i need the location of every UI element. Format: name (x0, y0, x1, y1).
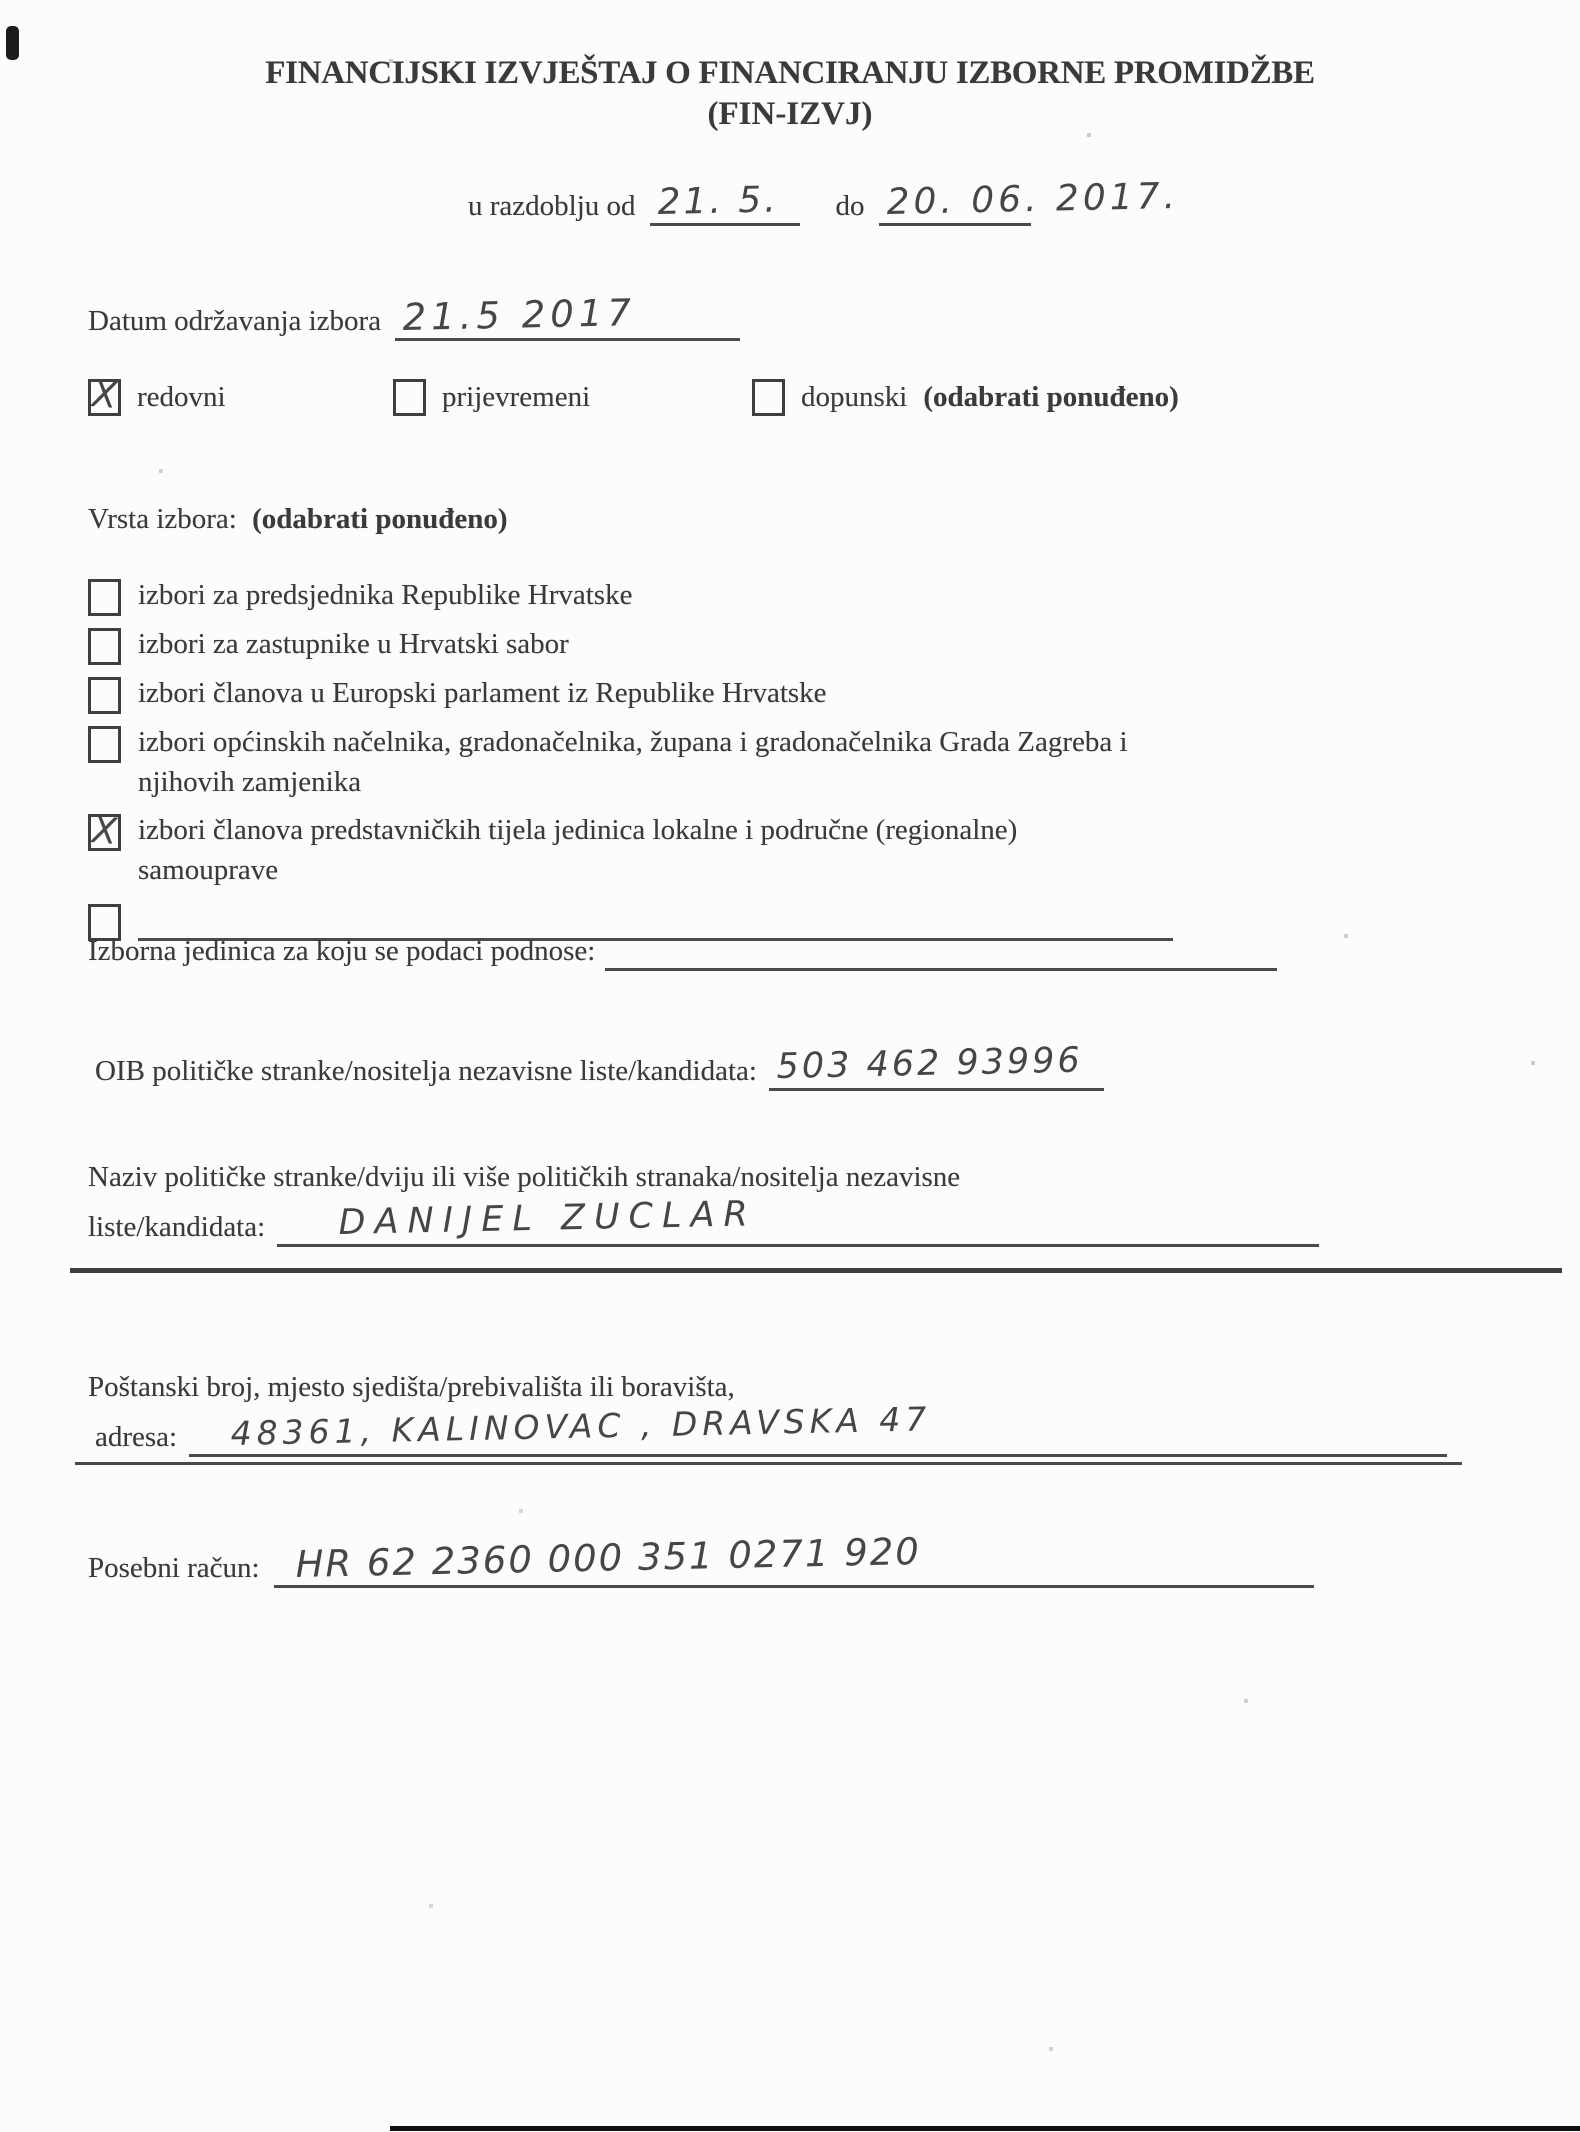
option-dopunski (752, 378, 1179, 417)
checkbox-sabor (88, 628, 121, 665)
period-prefix-label: u razdoblju od (468, 190, 636, 222)
vrsta-izbora-label: Vrsta izbora: (88, 503, 237, 535)
izborna-jedinica-label: Izborna jedinica za koju se podaci podnose: (88, 935, 596, 967)
election-date-field (395, 291, 740, 341)
form-title: FINANCIJSKI IZVJEŠTAJ O FINANCIRANJU IZBORNE PROMIDŽBE (265, 55, 1315, 91)
option-prijevremeni-label: prijevremeni (442, 381, 591, 413)
election-date-label: Datum održavanja izbora (88, 305, 382, 337)
checkbox-redovni (88, 374, 121, 417)
section-divider (70, 1268, 1562, 1273)
scan-artifact-bottom-line (390, 2126, 1580, 2131)
vrsta-option-2 (88, 624, 1208, 665)
period-infix-label: do (835, 190, 865, 222)
vrsta-izbora-emphasis: (odabrati ponuđeno) (252, 503, 508, 535)
vrsta-option-3-label: izbori članova u Europski parlament iz Republike Hrvatske (138, 677, 827, 709)
checkbox-nacelnici (88, 726, 121, 763)
vrsta-izbora-heading (88, 500, 508, 539)
racun-row (88, 1529, 1314, 1588)
adresa-extra-line (75, 1462, 1462, 1465)
title-block (0, 55, 1580, 133)
checkbox-redovni-mark: X (90, 374, 119, 417)
vrsta-option-1 (88, 575, 1208, 616)
vrsta-izbora-options (88, 575, 1208, 949)
izborna-jedinica-row (88, 928, 1277, 971)
checkbox-eu-parlament (88, 677, 121, 714)
vrsta-option-1-label: izbori za predsjednika Republike Hrvatske (138, 579, 633, 611)
vrsta-option-5-label: izbori članova predstavničkih tijela jedinica lokalne i područne (regionalne) samouprave (138, 814, 1018, 886)
vrsta-option-4 (88, 722, 1208, 802)
naziv-label-line2: liste/kandidata: (88, 1211, 266, 1243)
option-redovni-label: redovni (137, 381, 226, 413)
adresa-label-line1: Poštanski broj, mjesto sjedišta/prebivališta ili boravišta, (88, 1371, 735, 1403)
naziv-value: DANIJEL ZUCLAR (338, 1194, 758, 1243)
period-from-field (650, 179, 800, 226)
izborna-jedinica-field (605, 928, 1277, 971)
checkbox-prijevremeni (393, 379, 426, 416)
naziv-field (277, 1194, 1319, 1247)
racun-label: Posebni račun: (88, 1552, 260, 1584)
vrsta-option-3 (88, 673, 1208, 714)
checkbox-predsjednika (88, 579, 121, 616)
adresa-block (88, 1368, 1447, 1457)
checkbox-predstavnicka-tijela-mark: X (90, 810, 119, 853)
oib-field (769, 1040, 1104, 1091)
scan-noise-specks (0, 0, 2, 2)
vrsta-option-4-label: izbori općinskih načelnika, gradonačelnika, župana i gradonačelnika Grada Zagreba i njihovih zamjenika (138, 726, 1128, 798)
option-prijevremeni (393, 378, 590, 417)
election-date-row (88, 291, 740, 341)
oib-row (95, 1040, 1104, 1091)
period-to-value: 20. 06. 2017. (885, 175, 1179, 223)
period-row (468, 175, 1179, 226)
period-from-value: 21. 5. (656, 179, 779, 223)
adresa-line2 (95, 1399, 1447, 1457)
option-redovni (88, 374, 226, 417)
form-subtitle: (FIN-IZVJ) (707, 96, 873, 132)
racun-value: HR 62 2360 000 351 0271 920 (294, 1529, 921, 1586)
adresa-label-line2: adresa: (95, 1421, 178, 1453)
naziv-line2 (88, 1194, 1319, 1247)
option-dopunski-emphasis: (odabrati ponuđeno) (923, 381, 1179, 413)
vrsta-option-5 (88, 810, 1208, 890)
period-to-field (879, 175, 1179, 226)
naziv-block (88, 1158, 1319, 1247)
oib-value: 503 462 93996 (776, 1040, 1084, 1087)
adresa-value: 48361, KALINOVAC , DRAVSKA 47 (230, 1399, 932, 1453)
naziv-label-line1: Naziv političke stranke/dviju ili više političkih stranaka/nositelja nezavisne (88, 1161, 961, 1193)
election-date-value: 21.5 2017 (402, 291, 637, 339)
adresa-field (189, 1399, 1447, 1457)
checkbox-predstavnicka-tijela (88, 810, 121, 853)
racun-field (274, 1529, 1314, 1588)
checkbox-dopunski (752, 379, 785, 416)
oib-label: OIB političke stranke/nositelja nezavisne liste/kandidata: (95, 1055, 757, 1087)
vrsta-option-2-label: izbori za zastupnike u Hrvatski sabor (138, 628, 569, 660)
option-dopunski-label: dopunski (801, 381, 908, 413)
